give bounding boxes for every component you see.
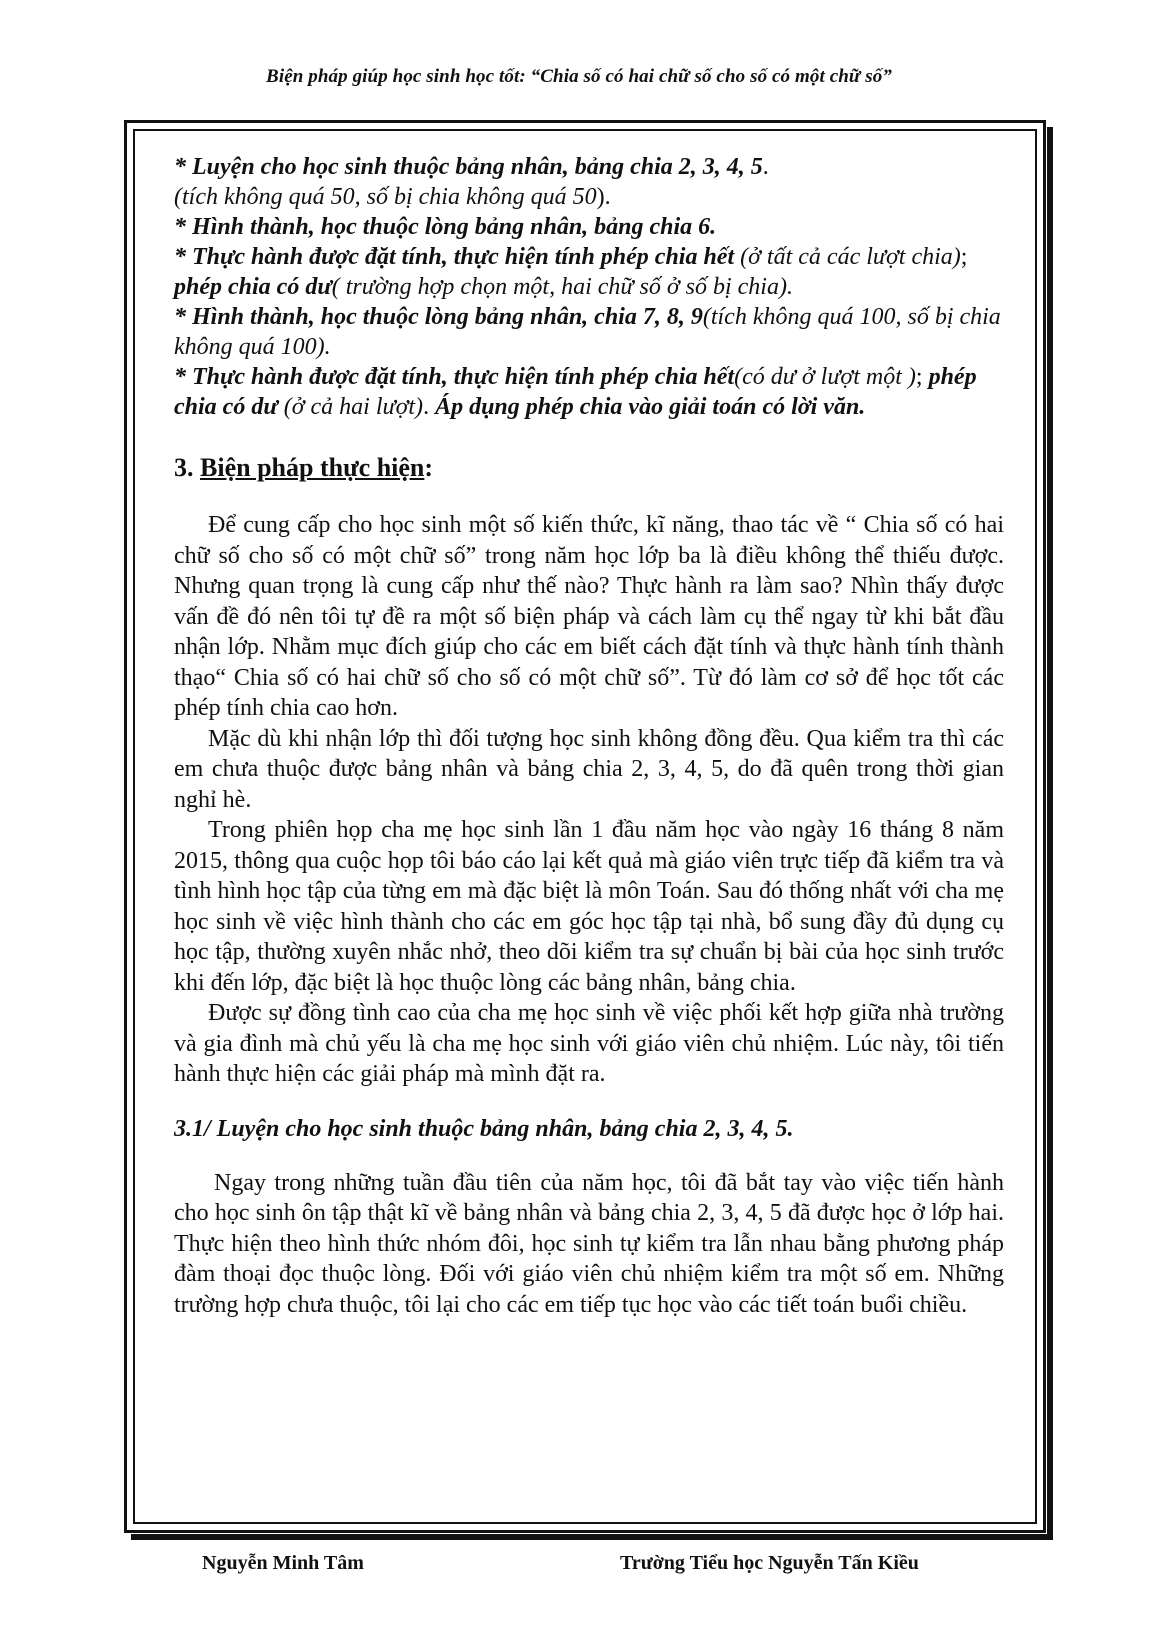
section-3-paragraph-4: Được sự đồng tình cao của cha mẹ học sinh về việc phối kết hợp giữa nhà trường và gia đình mà chủ yếu là cha mẹ học sinh với giáo viên chủ nhiệm. Lúc này, tôi tiến hành thực hiện các giải pháp mà mình đặt ra. — [174, 1000, 1004, 1087]
bullet-3-paren: (ở tất cả các lượt chia) — [734, 244, 961, 270]
bullet-5-bold3: Áp dụng phép chia vào giải toán có lời văn. — [435, 394, 866, 420]
bullet-1-note — [174, 182, 1004, 212]
bullet-5-semi: ; — [915, 364, 929, 390]
bullet-3 — [174, 242, 1004, 302]
page-content — [174, 152, 1004, 1320]
page-header: Biện pháp giúp học sinh học tốt: “Chia số có hai chữ số cho số có một chữ số” — [266, 66, 892, 87]
section-3-1-paragraph-1: Ngay trong những tuần đầu tiên của năm học, tôi đã bắt tay vào việc tiến hành cho học sinh ôn tập thật kĩ về bảng nhân và bảng chia 2, 3, 4, 5 đã được học ở lớp hai. Thực hiện theo hình thức nhóm đôi, học sinh tự kiểm tra lẫn nhau bằng phương pháp đàm thoại đọc thuộc lòng. Đối với giáo viên chủ nhiệm kiểm tra một số em. Những trường hợp chưa thuộc, tôi lại cho các em tiếp tục học vào các tiết toán buổi chiều. — [174, 1169, 1004, 1318]
bullet-5-dot: . — [423, 394, 436, 420]
bullet-5 — [174, 362, 1004, 422]
bullet-3-rest: ( trường hợp chọn một, hai chữ số ở số bị chia). — [331, 274, 793, 300]
bullet-5-paren2: (ở cả hai lượt) — [277, 394, 424, 420]
section-3-heading — [174, 448, 1004, 488]
bullet-1-text: * Luyện cho học sinh thuộc bảng nhân, bảng chia 2, 3, 4, 5 — [174, 154, 763, 180]
bullet-4 — [174, 302, 1004, 362]
bullet-5-bold: * Thực hành được đặt tính, thực hiện tính phép chia hết — [174, 364, 735, 390]
bullet-1-end: . — [762, 154, 769, 180]
section-3-title: Biện pháp thực hiện — [200, 453, 425, 482]
section-3-paragraph-1: Để cung cấp cho học sinh một số kiến thức, kĩ năng, thao tác về “ Chia số có hai chữ số cho số có một chữ số” trong năm học lớp ba là điều không thể thiếu được. Nhưng quan trọng là cung cấp như thế nào? Thực hành ra làm sao? Nhìn thấy được vấn đề đó nên tôi tự đề ra một số biện pháp và cách làm cụ thể ngay từ khi bắt đầu nhận lớp. Nhằm mục đích giúp cho các em biết cách đặt tính và thực hành tính thành thạo“ Chia số có hai chữ số cho số có một chữ số”. Từ đó làm cơ sở để học tốt các phép tính chia cao hơn. — [174, 512, 1004, 721]
bullet-3-bold: * Thực hành được đặt tính, thực hiện tính phép chia hết — [174, 244, 735, 270]
bullet-1-note-text: (tích không quá 50, số bị chia không quá 50 — [174, 184, 597, 210]
bullet-4-bold: * Hình thành, học thuộc lòng bảng nhân, chia 7, 8, 9 — [174, 304, 703, 330]
section-3-1-heading: 3.1/ Luyện cho học sinh thuộc bảng nhân, bảng chia 2, 3, 4, 5. — [174, 1115, 794, 1142]
bullet-5-paren: (có dư ở lượt một ) — [734, 364, 916, 390]
section-3-paragraph-3: Trong phiên họp cha mẹ học sinh lần 1 đầu năm học vào ngày 16 tháng 8 năm 2015, thông qua cuộc họp tôi báo cáo lại kết quả mà giáo viên trực tiếp đã kiểm tra và tình hình học tập của từng em mà đặc biệt là môn Toán. Sau đó thống nhất với cha mẹ học sinh về việc hình thành cho các em góc học tập tại nhà, bổ sung đầy đủ dụng cụ học tập, thường xuyên nhắc nhở, theo dõi kiểm tra sự chuẩn bị bài của học sinh trước khi đến lớp, đặc biệt là học thuộc lòng các bảng nhân, bảng chia. — [174, 817, 1004, 996]
bullet-5-bold2: phép chia có dư — [174, 364, 977, 420]
footer-author: Nguyễn Minh Tâm — [202, 1552, 364, 1574]
section-3-number: 3. — [174, 453, 200, 482]
footer-school: Trường Tiểu học Nguyễn Tấn Kiều — [620, 1552, 919, 1574]
bullet-3-bold2: phép chia có dư — [174, 274, 332, 300]
bullet-4-rest: (tích không quá 100, số bị chia không quá 100). — [174, 304, 1001, 360]
bullet-1-note-end: ). — [596, 184, 611, 210]
bullet-2: * Hình thành, học thuộc lòng bảng nhân, bảng chia 6. — [174, 214, 717, 240]
bullet-3-semi: ; — [960, 244, 968, 270]
bullet-1 — [174, 152, 1004, 182]
section-3-colon: : — [424, 453, 434, 482]
section-3-paragraph-2: Mặc dù khi nhận lớp thì đối tượng học sinh không đồng đều. Qua kiểm tra thì các em chưa thuộc được bảng nhân và bảng chia 2, 3, 4, 5, do đã quên trong thời gian nghỉ hè. — [174, 725, 1004, 813]
